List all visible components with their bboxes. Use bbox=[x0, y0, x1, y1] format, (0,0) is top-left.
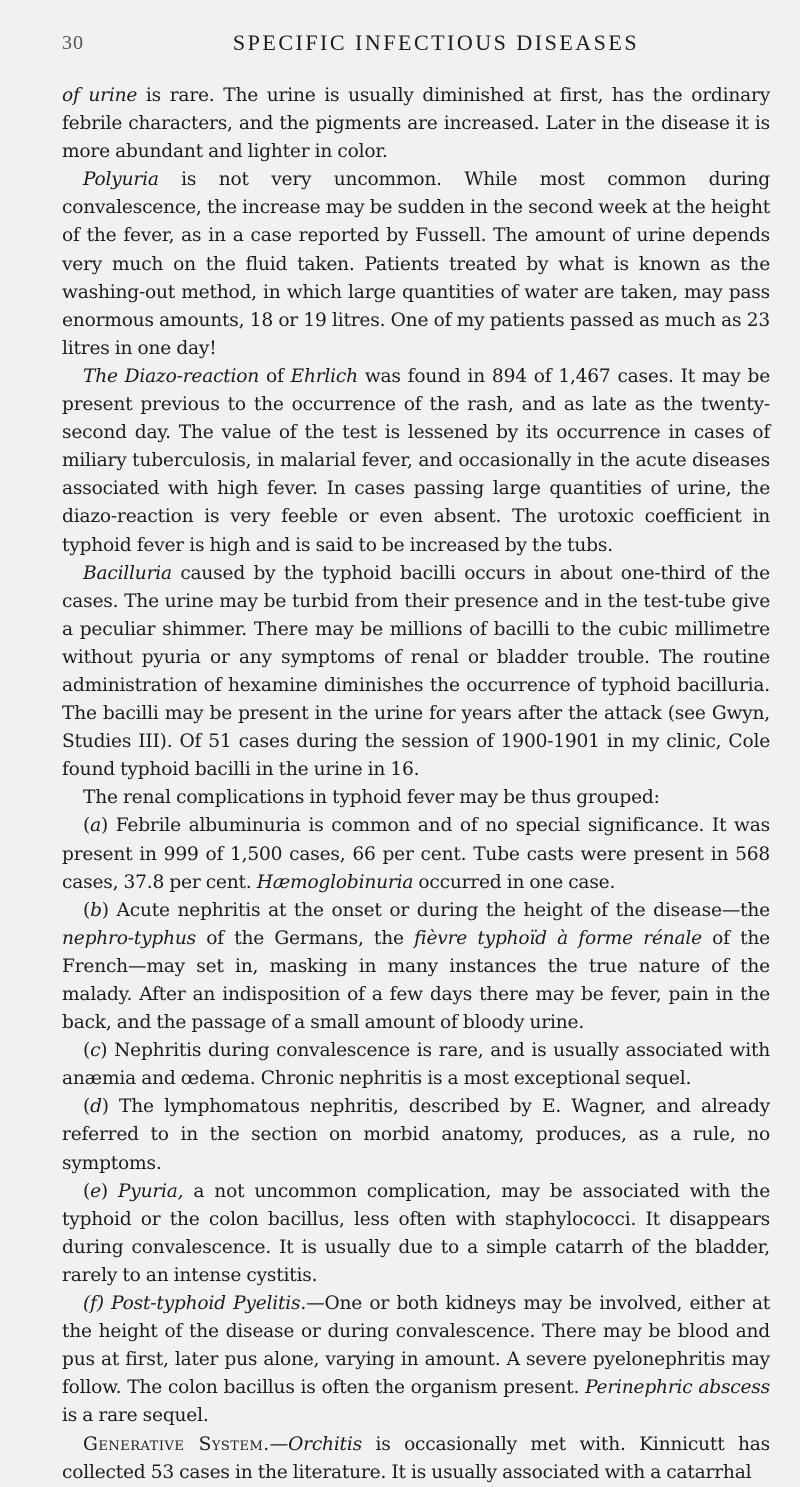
italic-term: a bbox=[90, 815, 101, 837]
paragraph-convalescent-nephritis bbox=[62, 1037, 770, 1093]
text-run: ( bbox=[83, 815, 91, 837]
running-head bbox=[62, 28, 770, 62]
italic-term: Perinephric abscess bbox=[585, 1377, 770, 1399]
italic-term: Polyuria bbox=[83, 169, 159, 191]
italic-term: of urine bbox=[62, 85, 138, 106]
text-run: ) Febrile albuminuria is common and of no special significance. It was present in 999 of 1,500 cases, 66 per cent. Tube casts were present in 568 cases, 37.8 per cent. bbox=[62, 815, 770, 893]
italic-term: e bbox=[90, 1180, 101, 1202]
running-title: SPECIFIC INFECTIOUS DISEASES bbox=[232, 30, 640, 55]
page-number: 30 bbox=[62, 32, 84, 54]
text-run: ( bbox=[83, 1180, 91, 1202]
text-run: is a rare sequel. bbox=[62, 1405, 209, 1427]
text-run: —One or both kidneys may be involved, either at the height of the disease or during convalescence. There may be blood and pus at first, later pus alone, varying in amount. A severe pyelonephritis may follow. The colon bacillus is often the organism present. bbox=[62, 1293, 770, 1399]
italic-term: d bbox=[90, 1096, 102, 1118]
italic-term: fièvre typhoïd à forme rénale bbox=[414, 927, 702, 949]
paragraph-pyuria bbox=[62, 1178, 770, 1290]
text-run: ( bbox=[83, 1096, 91, 1118]
text-run: is rare. The urine is usually diminished at first, has the ordinary febrile characters, and the pigments are increased. Later in the disease it is more abundant and lighter in color. bbox=[62, 85, 770, 163]
italic-term: c bbox=[90, 1040, 101, 1062]
text-run: caused by the typhoid bacilli occurs in about one-third of the cases. The urine may be turbid from their presence and in the test-tube give a peculiar shimmer. There may be millions of bacilli to the cubic millimetre without pyuria or any symptoms of renal or bladder trouble. The routine administration of hexamine diminishes the occurrence of typhoid bacilluria. The bacilli may be present in the urine for years after the attack (see Gwyn, Studies III). Of 51 cases during the session of 1900-1901 in my clinic, Cole found typhoid bacilli in the urine in 16. bbox=[62, 562, 770, 781]
text-run: of bbox=[259, 365, 291, 387]
section-heading: Generative System. bbox=[83, 1433, 270, 1455]
text-run: of the Germans, the bbox=[196, 927, 415, 949]
text-run: ) Nephritis during convalescence is rare, and is usually associated with anæmia and œdema. Chronic nephritis is a most exceptional sequel. bbox=[62, 1040, 770, 1090]
text-run: was found in 894 of 1,467 cases. It may be present previous to the occurrence of the rash, and as late as the twenty-second day. The value of the test is lessened by its occurrence in cases of miliary tuberculosis, in malarial fever, and occasionally in the acute diseases associated with high fever. In cases passing large quantities of urine, the diazo-reaction is very feeble or even absent. The urotoxic coefficient in typhoid fever is high and is said to be increased by the tubs. bbox=[62, 365, 771, 556]
paragraph-generative-system bbox=[62, 1431, 770, 1487]
text-run: ( bbox=[83, 1040, 91, 1062]
italic-term: (f) Post-typhoid Pyelitis. bbox=[83, 1293, 307, 1315]
text-run: occurred in one case. bbox=[413, 871, 616, 893]
italic-term: Orchitis bbox=[288, 1433, 362, 1455]
italic-term: Pyuria, bbox=[117, 1180, 184, 1202]
paragraph-febrile-albuminuria bbox=[62, 812, 770, 896]
text-run: The renal complications in typhoid fever may be thus grouped: bbox=[83, 787, 660, 809]
italic-term: The Diazo-reaction bbox=[83, 365, 260, 387]
paragraph-polyuria bbox=[62, 166, 770, 363]
paragraph-renal-complications bbox=[62, 784, 770, 812]
paragraph-urine-intro bbox=[62, 82, 770, 166]
text-run: ) Acute nephritis at the onset or during the height of the disease—the bbox=[101, 899, 770, 921]
text-run: ) The lymphomatous nephritis, described by E. Wagner, and already referred to in the section on morbid anatomy, produces, as a rule, no symptoms. bbox=[62, 1096, 770, 1174]
paragraph-lymphomatous-nephritis bbox=[62, 1093, 770, 1177]
text-run: ( bbox=[83, 899, 91, 921]
body-text bbox=[62, 82, 770, 1487]
text-run: a not uncommon complication, may be associated with the typhoid or the colon bacillus, less often with staphylococci. It disappears during convalescence. It is usually due to a simple catarrh of the bladder, rarely to an intense cystitis. bbox=[62, 1180, 770, 1286]
text-run: is occasionally met with. Kinnicutt has collected 53 cases in the literature. It is usually associated with a catarrhal bbox=[62, 1433, 770, 1483]
text-run: ) bbox=[100, 1180, 118, 1202]
paragraph-post-typhoid-pyelitis bbox=[62, 1290, 770, 1430]
text-run: — bbox=[269, 1433, 289, 1455]
italic-term: nephro-typhus bbox=[62, 927, 196, 949]
italic-term: Ehrlich bbox=[290, 365, 358, 387]
paragraph-bacilluria bbox=[62, 560, 770, 785]
paragraph-acute-nephritis bbox=[62, 897, 770, 1037]
paragraph-diazo-reaction bbox=[62, 363, 770, 560]
text-run: is not very uncommon. While most common during convalescence, the increase may be sudden in the second week at the height of the fever, as in a case reported by Fussell. The amount of urine depends very much on the fluid taken. Patients treated by what is known as the washing-out method, in which large quantities of water are taken, may pass enormous amounts, 18 or 19 litres. One of my patients passed as much as 23 litres in one day! bbox=[62, 169, 770, 359]
italic-term: Bacilluria bbox=[83, 562, 172, 584]
italic-term: b bbox=[90, 899, 102, 921]
italic-term: Hæmoglobinuria bbox=[256, 871, 414, 893]
text-run: of the French—may set in, masking in many instances the true nature of the malady. After an indisposition of a few days there may be fever, pain in the back, and the passage of a small amount of bloody urine. bbox=[62, 927, 770, 1034]
